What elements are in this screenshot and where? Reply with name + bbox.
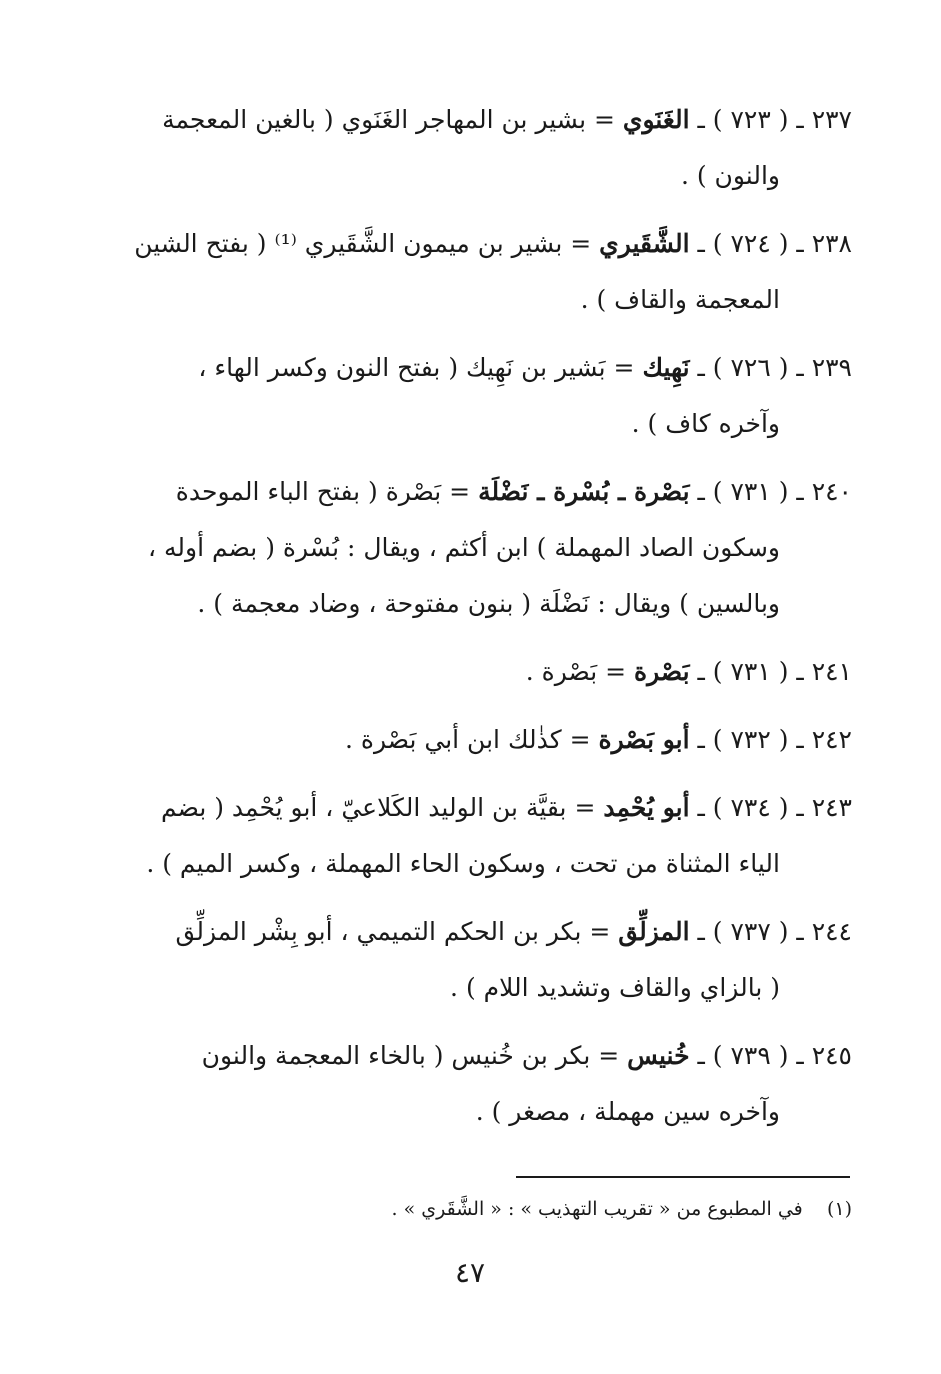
entry-heading: خُنيس	[627, 1041, 690, 1070]
entry-reference: ( ٧٣٧ )	[712, 917, 789, 946]
entry-text: = بقيَّة بن الوليد الكَلاعيّ ، أبو يُحْمِد ( بضم	[161, 793, 596, 822]
entry-number: ٢٤٣	[811, 793, 852, 822]
entry-heading: بَصْرة ـ بُسْرة ـ نَضْلَة	[478, 477, 690, 506]
entry-heading: بَصْرة	[634, 657, 690, 686]
entry-245: ٢٤٥ ـ ( ٧٣٩ ) ـ خُنيس = بكر بن خُنيس ( بالخاء المعجمة والنون وآخره سين مهملة ، مصغر ) .	[100, 1028, 852, 1140]
entry-text-continued: وسكون الصاد المهملة ) ابن أكثم ، ويقال : بُسْرة ( بضم أوله ،	[147, 533, 780, 562]
entry-text: = بشير بن المهاجر الغَنَوي ( بالغين المعجمة	[162, 105, 615, 134]
entry-text: = بشير بن ميمون الشَّقَيري ⁽¹⁾ ( بفتح الشين	[134, 229, 592, 258]
entry-heading: المزلِّق	[618, 917, 690, 946]
entry-text: = بَشير بن نَهِيك ( بفتح النون وكسر الهاء ،	[198, 353, 635, 382]
entry-number: ٢٤١	[811, 657, 852, 686]
entry-238: ٢٣٨ ـ ( ٧٢٤ ) ـ الشَّقَيري = بشير بن ميمون الشَّقَيري ⁽¹⁾ ( بفتح الشين المعجمة والقاف ) .	[100, 216, 852, 328]
footnote-text: في المطبوع من « تقريب التهذيب » : « الشَّقَري » .	[391, 1198, 803, 1220]
entry-240: ٢٤٠ ـ ( ٧٣١ ) ـ بَصْرة ـ بُسْرة ـ نَضْلَة = بَصْرة ( بفتح الباء الموحدة وسكون الصاد المهملة ) ابن أكثم ، ويقال : بُسْرة ( بضم أوله ، وبالسين ) ويقال : نَضْلَة ( بنون مفتوحة ، وضاد معجمة ) .	[100, 464, 852, 632]
page-number: ٤٧	[454, 1256, 486, 1289]
entry-242: ٢٤٢ ـ ( ٧٣٢ ) ـ أبو بَصْرة = كذٰلك ابن أبي بَصْرة .	[345, 725, 852, 754]
footnote-marker: (١)	[826, 1198, 852, 1220]
entry-243: ٢٤٣ ـ ( ٧٣٤ ) ـ أبو يُحْمِد = بقيَّة بن الوليد الكَلاعيّ ، أبو يُحْمِد ( بضم الياء المثناة من تحت ، وسكون الحاء المهملة ، وكسر الميم ) .	[100, 780, 852, 892]
entry-reference: ( ٧٣٤ )	[712, 793, 789, 822]
entry-text-continued: وبالسين ) ويقال : نَضْلَة ( بنون مفتوحة ، وضاد معجمة ) .	[197, 589, 780, 618]
entry-number: ٢٤٢	[811, 725, 852, 754]
entry-number: ٢٣٨	[811, 229, 852, 258]
entry-text-continued: ( بالزاي والقاف وتشديد اللام ) .	[450, 973, 780, 1002]
entry-heading: أبو بَصْرة	[598, 725, 690, 754]
entry-text-continued: وآخره سين مهملة ، مصغر ) .	[475, 1097, 780, 1126]
entry-text-continued: وآخره كاف ) .	[631, 409, 780, 438]
entry-heading: الغَنَوي	[622, 105, 690, 134]
entry-number: ٢٤٠	[811, 477, 852, 506]
entry-text-continued: والنون ) .	[680, 161, 780, 190]
entry-239: ٢٣٩ ـ ( ٧٢٦ ) ـ نَهِيك = بَشير بن نَهِيك ( بفتح النون وكسر الهاء ، وآخره كاف ) .	[100, 340, 852, 452]
entries-list	[100, 92, 852, 1152]
entry-text-continued: الياء المثناة من تحت ، وسكون الحاء المهملة ، وكسر الميم ) .	[146, 849, 780, 878]
entry-reference: ( ٧٣١ )	[712, 477, 789, 506]
entry-heading: نَهِيك	[642, 353, 690, 382]
footnote-divider	[516, 1176, 850, 1178]
entry-241: ٢٤١ ـ ( ٧٣١ ) ـ بَصْرة = بَصْرة .	[525, 657, 852, 686]
entry-reference: ( ٧٣٢ )	[712, 725, 789, 754]
entry-heading: أبو يُحْمِد	[603, 793, 690, 822]
entry-244: ٢٤٤ ـ ( ٧٣٧ ) ـ المزلِّق = بكر بن الحكم التميمي ، أبو بِشْر المزلِّق ( بالزاي والقاف وتشديد اللام ) .	[100, 904, 852, 1016]
entry-text-continued: المعجمة والقاف ) .	[580, 285, 780, 314]
footnote	[300, 1194, 852, 1224]
entry-reference: ( ٧٣٩ )	[712, 1041, 789, 1070]
entry-text: = بكر بن خُنيس ( بالخاء المعجمة والنون	[201, 1041, 620, 1070]
entry-text: = بَصْرة .	[525, 657, 627, 686]
entry-text: = كذٰلك ابن أبي بَصْرة .	[345, 725, 591, 754]
entry-237: ٢٣٧ ـ ( ٧٢٣ ) ـ الغَنَوي = بشير بن المهاجر الغَنَوي ( بالغين المعجمة والنون ) .	[100, 92, 852, 204]
entry-reference: ( ٧٢٤ )	[712, 229, 789, 258]
entry-heading: الشَّقَيري	[599, 229, 690, 258]
entry-number: ٢٤٤	[811, 917, 852, 946]
entry-number: ٢٤٥	[811, 1041, 852, 1070]
entry-text: = بَصْرة ( بفتح الباء الموحدة	[175, 477, 471, 506]
entry-reference: ( ٧٢٣ )	[712, 105, 789, 134]
entry-reference: ( ٧٢٦ )	[712, 353, 789, 382]
entry-reference: ( ٧٣١ )	[712, 657, 789, 686]
entry-number: ٢٣٩	[811, 353, 852, 382]
entry-number: ٢٣٧	[811, 105, 852, 134]
entry-text: = بكر بن الحكم التميمي ، أبو بِشْر المزلِّق	[175, 917, 611, 946]
